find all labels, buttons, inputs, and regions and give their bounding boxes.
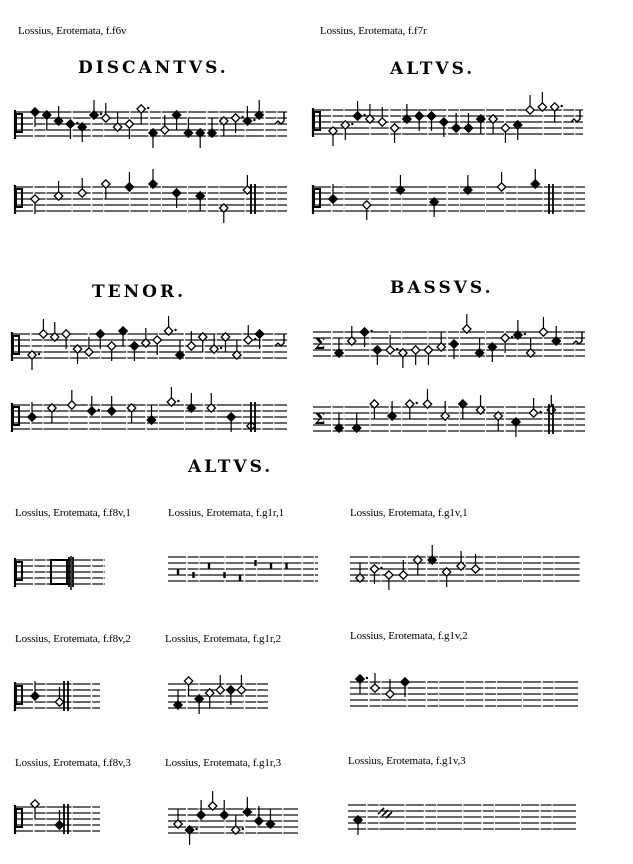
caption-r3c1: Lossius, Erotemata, f.f8v,3 (15, 757, 131, 769)
caption-top-left: Lossius, Erotemata, f.f6v (18, 25, 127, 37)
staff-altus-1 (313, 98, 583, 148)
svg-text:Ʃ: Ʃ (314, 409, 326, 428)
svg-text:Ʃ: Ʃ (314, 334, 326, 353)
caption-top-right: Lossius, Erotemata, f.f7r (320, 25, 427, 37)
fragment-g1r-1 (168, 545, 318, 595)
fragment-g1r-3 (168, 797, 298, 847)
voice-title-altus: ALTVS. (390, 59, 476, 79)
staff-bassus-1 (313, 320, 585, 370)
caption-r1c2: Lossius, Erotemata, f.g1r,1 (168, 507, 285, 519)
staff-discantus-2 (15, 175, 287, 225)
caption-r2c2: Lossius, Erotemata, f.g1r,2 (165, 633, 282, 645)
fragment-g1v-2 (350, 670, 578, 720)
staff-tenor-2 (12, 393, 287, 443)
fragment-f8v-1 (15, 548, 105, 598)
caption-r2c1: Lossius, Erotemata, f.f8v,2 (15, 633, 131, 645)
fragment-g1r-2 (168, 672, 268, 722)
voice-title-tenor: TENOR. (92, 282, 187, 302)
voice-title-bassus: BASSVS. (390, 278, 494, 298)
caption-r1c3: Lossius, Erotemata, f.g1v,1 (350, 507, 468, 519)
fragment-f8v-2 (15, 672, 100, 722)
voice-title-altus-lower: ALTVS. (188, 457, 274, 477)
staff-tenor-1 (12, 322, 287, 372)
staff-bassus-2 (313, 395, 585, 445)
caption-r1c1: Lossius, Erotemata, f.f8v,1 (15, 507, 131, 519)
fragment-g1v-3 (348, 793, 576, 843)
fragment-f8v-3 (15, 795, 100, 845)
fragment-g1v-1 (350, 545, 580, 595)
caption-r3c2: Lossius, Erotemata, f.g1r,3 (165, 757, 282, 769)
voice-title-discantus: DISCANTVS. (78, 58, 229, 78)
staff-altus-2 (313, 175, 585, 225)
staff-discantus-1 (15, 100, 287, 150)
caption-r3c3: Lossius, Erotemata, f.g1v,3 (348, 755, 466, 767)
caption-r2c3: Lossius, Erotemata, f.g1v,2 (350, 630, 468, 642)
